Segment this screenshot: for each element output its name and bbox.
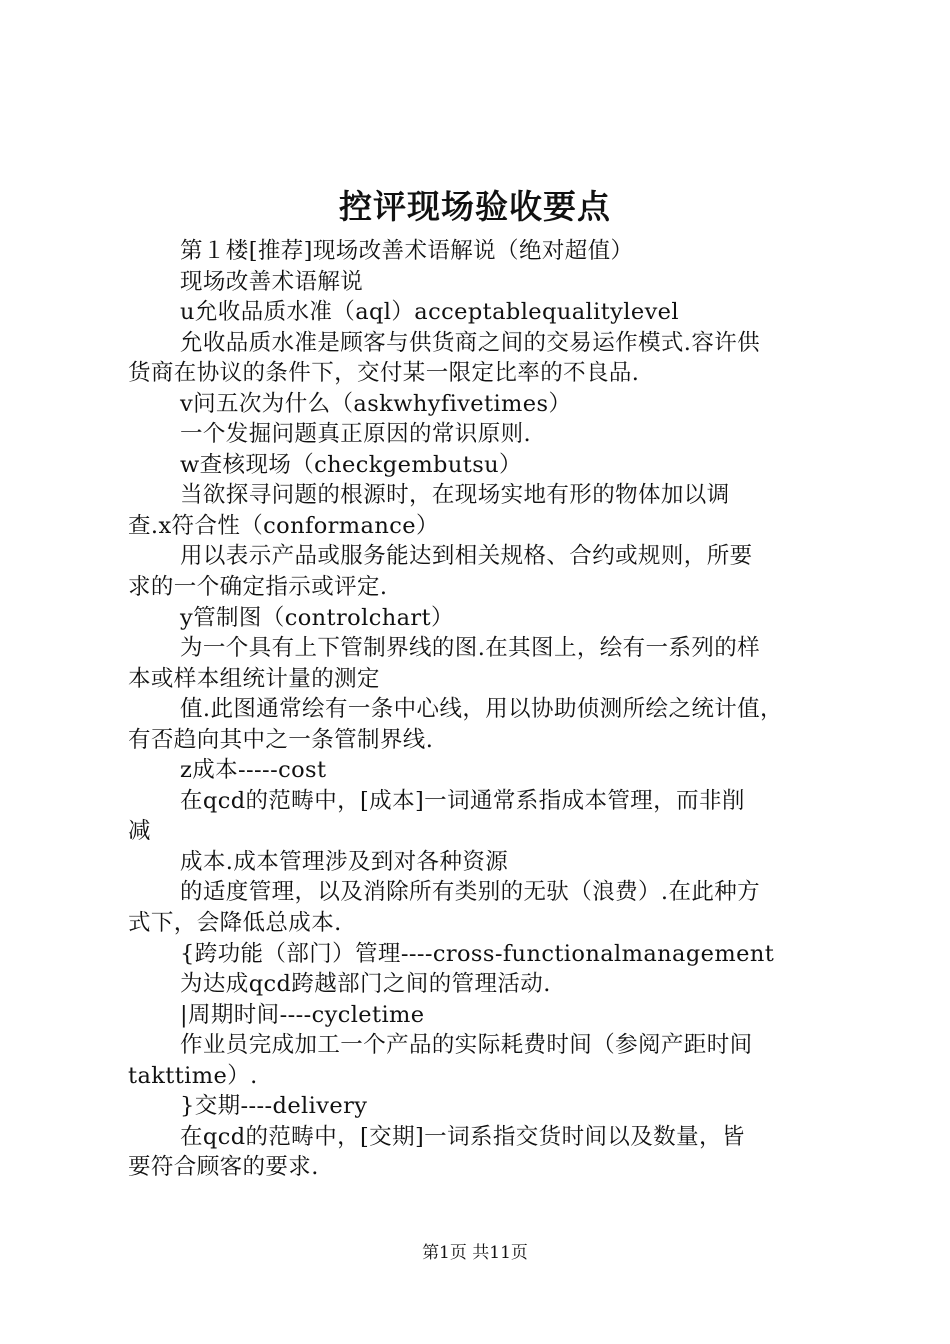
text-line: 式下，会降低总成本. — [128, 910, 342, 937]
text-line: 要符合顾客的要求. — [128, 1154, 319, 1181]
text-line: takttime）. — [128, 1062, 258, 1089]
text-line: 允收品质水准是顾客与供货商之间的交易运作模式.容许供 — [180, 329, 761, 356]
text-line: 用以表示产品或服务能达到相关规格、合约或规则，所要 — [180, 543, 753, 570]
text-line: 作业员完成加工一个产品的实际耗费时间（参阅产距时间 — [180, 1032, 753, 1059]
text-line: 为达成qcd跨越部门之间的管理活动. — [180, 971, 551, 998]
text-line: 货商在协议的条件下，交付某一限定比率的不良品. — [128, 360, 640, 387]
text-line: }交期----delivery — [180, 1093, 368, 1120]
text-line: 查.x符合性（conformance） — [128, 512, 439, 539]
text-line: 在qcd的范畴中，[成本]一词通常系指成本管理，而非削 — [180, 787, 745, 814]
document-title: 控评现场验收要点 — [339, 187, 611, 226]
text-line: |周期时间----cycletime — [180, 1001, 425, 1028]
text-line: 在qcd的范畴中，[交期]一词系指交货时间以及数量，皆 — [180, 1123, 745, 1150]
text-line: v问五次为什么（askwhyfivetimes） — [180, 390, 572, 417]
text-line: 本或样本组统计量的测定 — [128, 665, 380, 692]
text-line: 的适度管理，以及消除所有类别的无驮（浪费）.在此种方 — [180, 879, 761, 906]
text-line: 有否趋向其中之一条管制界线. — [128, 726, 434, 753]
text-line: 第１楼[推荐]现场改善术语解说（绝对超值） — [180, 238, 634, 264]
text-line: 一个发掘问题真正原因的常识原则. — [180, 421, 532, 448]
text-line: 成本.成本管理涉及到对各种资源 — [180, 848, 509, 875]
text-line: 现场改善术语解说 — [180, 268, 364, 295]
page-footer: 第1页 共11页 — [422, 1243, 528, 1263]
text-line: z成本-----cost — [180, 757, 327, 784]
text-line: 为一个具有上下管制界线的图.在其图上，绘有一系列的样 — [180, 635, 761, 662]
text-line: 值.此图通常绘有一条中心线，用以协助侦测所绘之统计值， — [180, 696, 783, 723]
text-line: 减 — [128, 818, 151, 845]
text-line: 当欲探寻问题的根源时，在现场实地有形的物体加以调 — [180, 482, 730, 509]
text-line: y管制图（controlchart） — [180, 604, 454, 631]
text-line: {跨功能（部门）管理----cross-functionalmanagement — [180, 940, 775, 967]
text-line: w查核现场（checkgembutsu） — [180, 451, 522, 478]
document-body — [128, 236, 834, 1183]
text-line: u允收品质水准（aql）acceptablequalitylevel — [180, 299, 679, 326]
text-line: 求的一个确定指示或评定. — [128, 574, 388, 601]
